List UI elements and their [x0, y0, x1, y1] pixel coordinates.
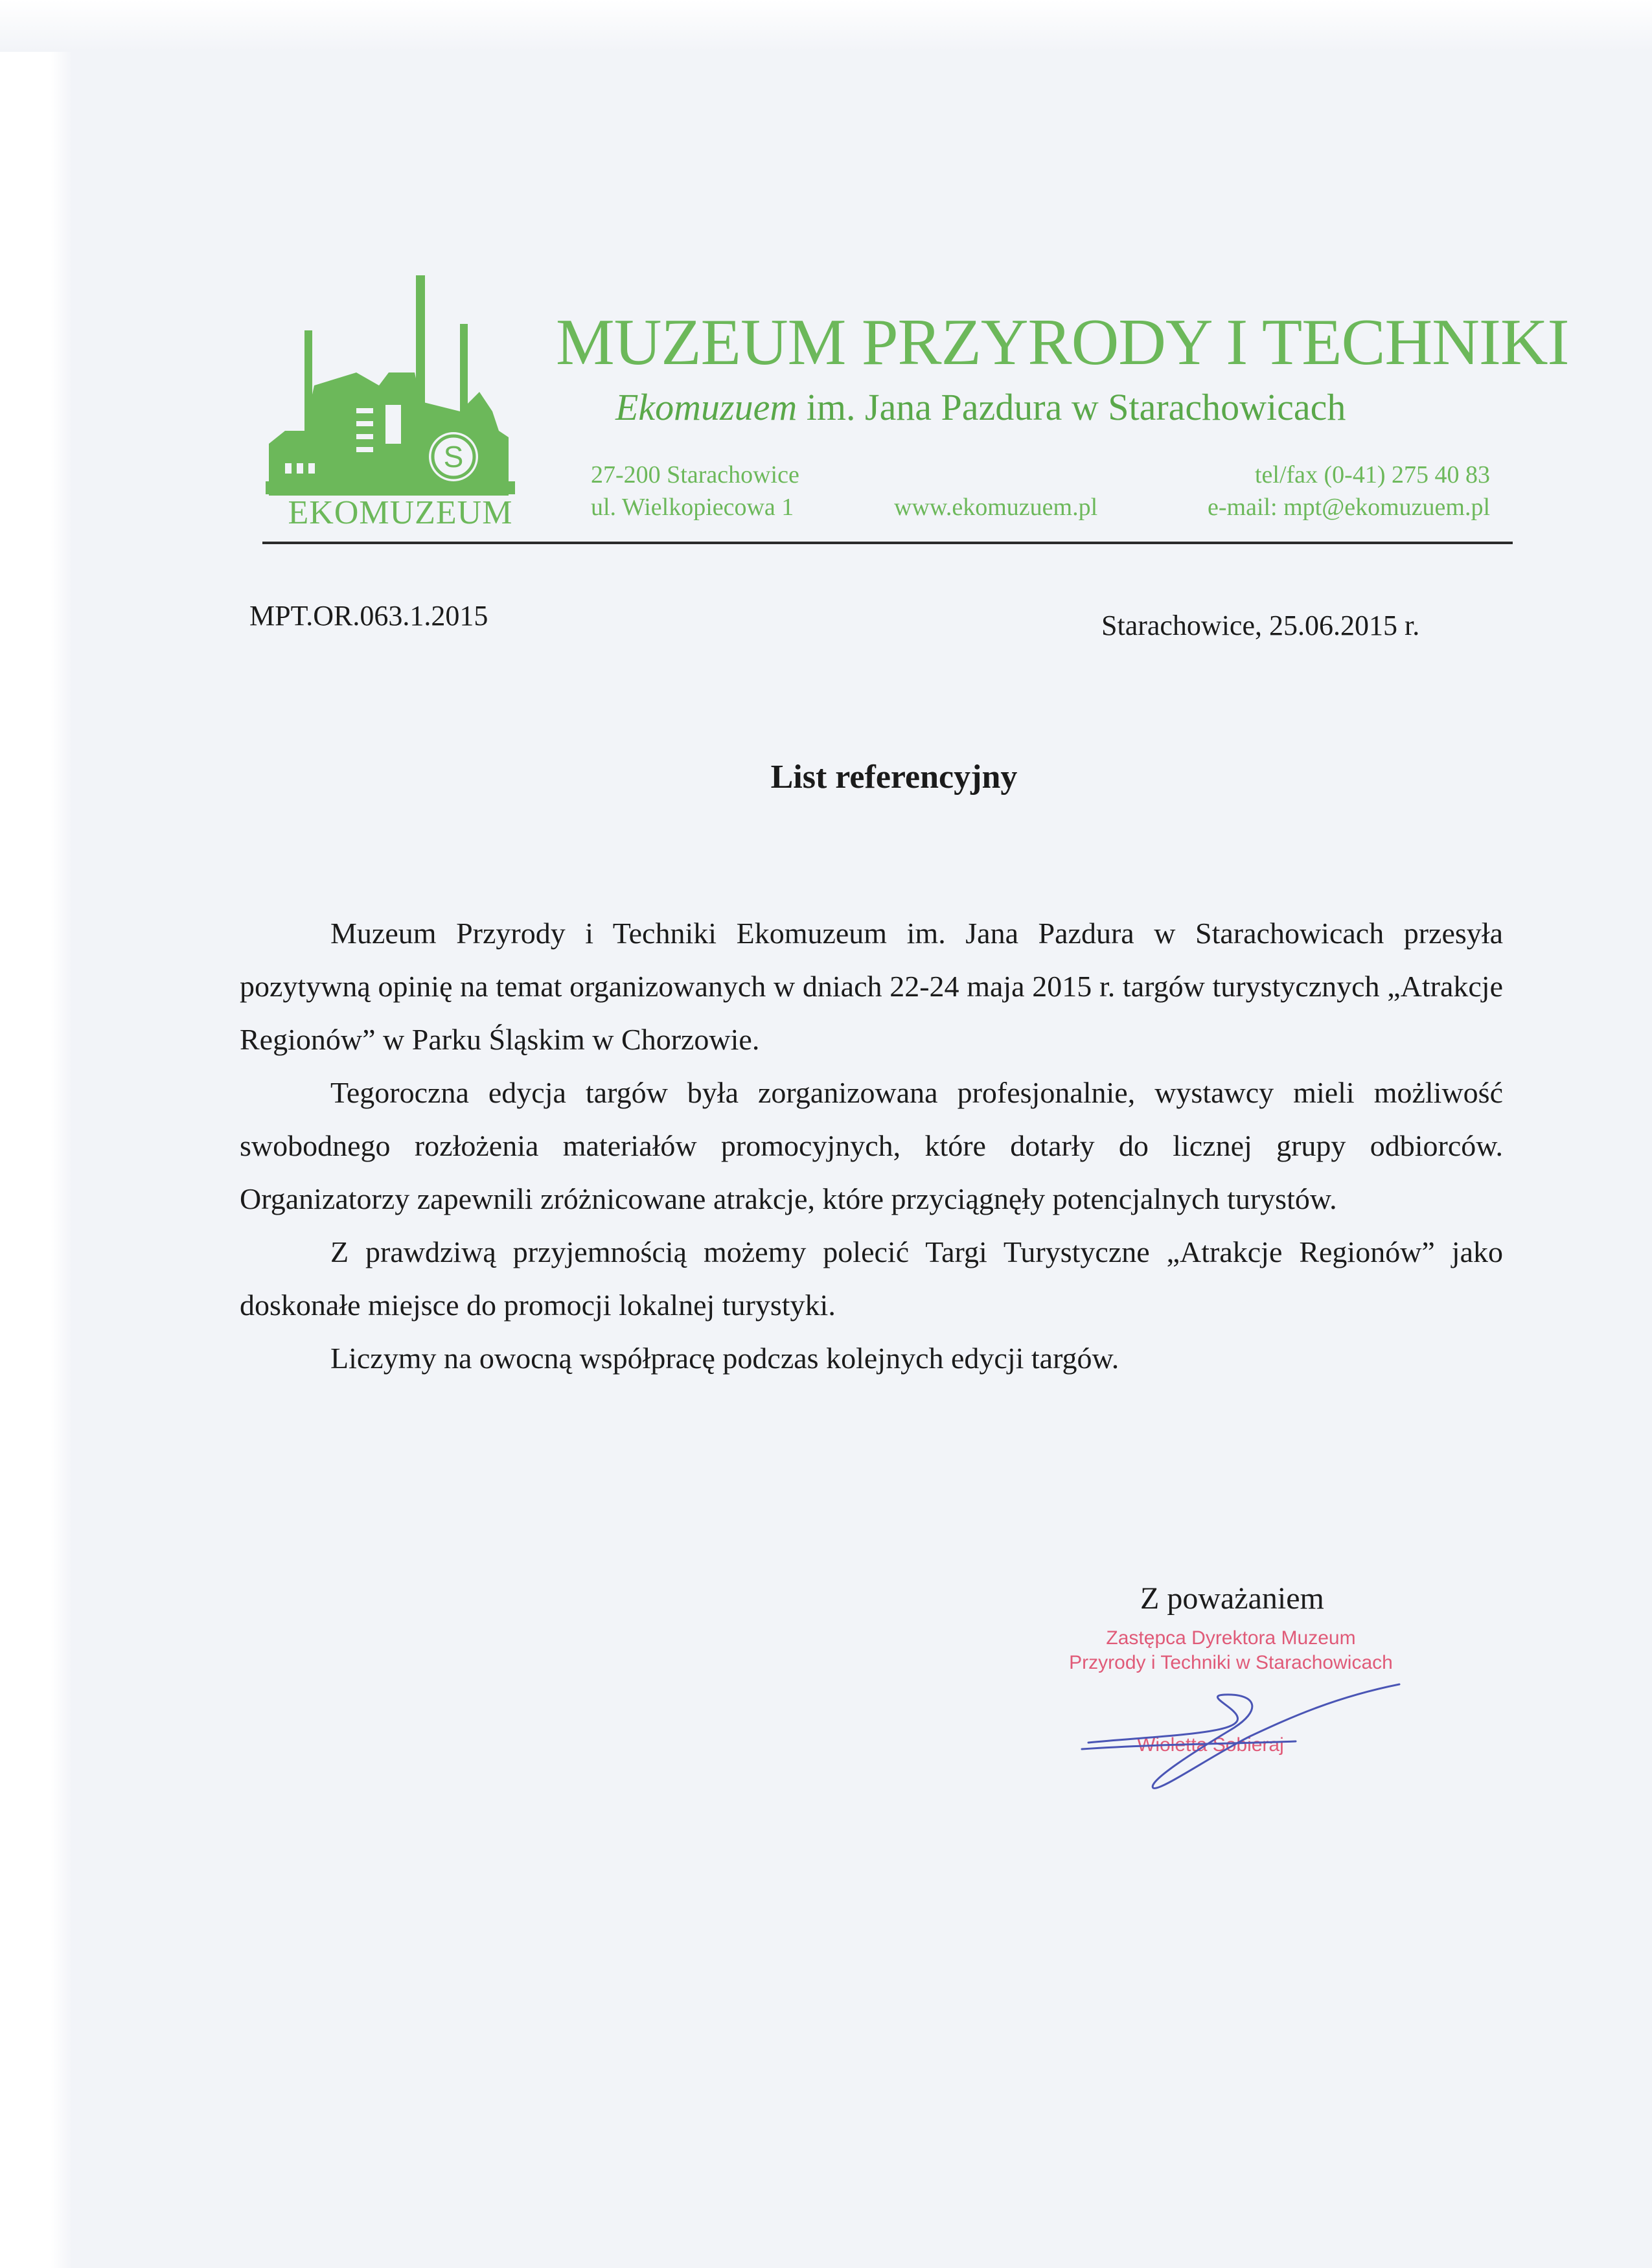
email-link[interactable]: e-mail: mpt@ekomuzuem.pl: [1208, 494, 1490, 521]
letter-title: List referencyjny: [770, 759, 1018, 796]
subtitle-italic: Ekomuzuem: [615, 386, 797, 428]
address-line1: 27-200 Starachowice: [591, 461, 799, 488]
museum-name: MUZEUM PRZYRODY I TECHNIKI: [556, 306, 1569, 379]
postal-address: [591, 459, 799, 523]
stamp-line1: Zastępca Dyrektora Muzeum: [1106, 1627, 1356, 1649]
paragraph-1: Muzeum Przyrody i Techniki Ekomuzeum im. Jana Pazdura w Starachowicach przesyła pozytywną opinię na temat organizowanych w dniach 22-24 maja 2015 r. targów turystycznych „Atrakcje Regionów” w Parku Śląskim w Chorzowie.: [240, 917, 1503, 1056]
scan-top-edge: [0, 0, 1652, 52]
paragraph-4: Liczymy na owocną współpracę podczas kolejnych edycji targów.: [330, 1342, 1119, 1375]
phone-number: tel/fax (0-41) 275 40 83: [1254, 461, 1490, 488]
stamp-name: Wioletta Sobieraj: [1137, 1734, 1284, 1756]
paragraph-2: Tegoroczna edycja targów była zorganizowana profesjonalnie, wystawcy mieli możliwość swobodnego rozłożenia materiałów promocyjnych, które dotarły do licznej grupy odbiorców. Organizatorzy zapewnili zróżnicowane atrakcje, które przyciągnęły potencjalnych turystów.: [240, 1076, 1503, 1215]
contact-block: [1186, 459, 1490, 523]
scan-edge: [0, 0, 73, 2268]
letter-body: [240, 907, 1503, 1385]
logo-caption: EKOMUZEUM: [288, 494, 513, 531]
stamp-line2: Przyrody i Techniki w Starachowicach: [1069, 1652, 1393, 1673]
website-link[interactable]: www.ekomuzuem.pl: [894, 494, 1098, 521]
handwritten-signature: [1062, 1658, 1425, 1807]
paragraph-3: Z prawdziwą przyjemnością możemy polecić Targi Turystyczne „Atrakcje Regionów” jako doskonałe miejsce do promocji lokalnej turystyki.: [240, 1235, 1503, 1322]
closing-phrase: Z poważaniem: [1140, 1581, 1324, 1616]
header-divider: [262, 542, 1513, 544]
place-date: Starachowice, 25.06.2015 r.: [1101, 610, 1420, 641]
reference-number: MPT.OR.063.1.2015: [249, 600, 488, 632]
svg-text:S: S: [443, 440, 464, 474]
subtitle-rest: im. Jana Pazdura w Starachowicach: [797, 386, 1346, 428]
address-line2: ul. Wielkopiecowa 1: [591, 494, 794, 521]
museum-subtitle: [615, 385, 1346, 429]
